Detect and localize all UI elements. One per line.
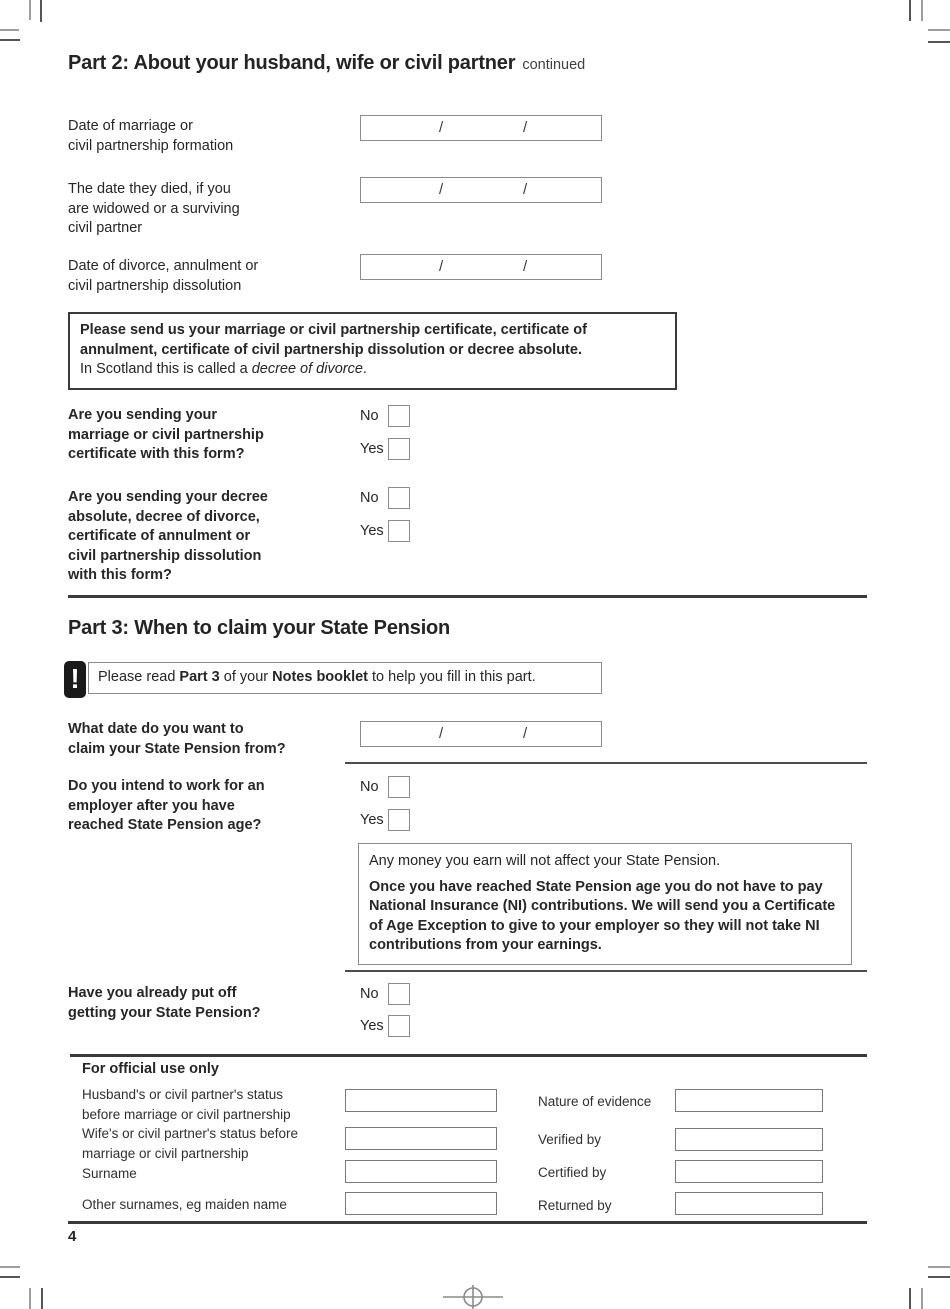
surname-field[interactable] xyxy=(345,1160,497,1183)
no-label: No xyxy=(360,986,379,1002)
date-separator: / xyxy=(439,181,444,198)
crop-mark xyxy=(909,1288,911,1309)
page-number: 4 xyxy=(68,1228,77,1245)
earnings-info-bold: Once you have reached State Pension age you do not have to pay National Insurance (NI) contributions. We will send you a Certificate of Age Exception to give to your employer so they will not take NI contributions from your earnings. xyxy=(369,878,836,953)
deferral-no-checkbox[interactable] xyxy=(388,983,410,1005)
marriage-date-label: Date of marriage or civil partnership formation xyxy=(68,118,234,154)
marriage-date-field[interactable] xyxy=(360,115,602,141)
official-use-title: For official use only xyxy=(82,1061,219,1077)
certificate-notice-box xyxy=(68,312,677,390)
divorce-date-field[interactable] xyxy=(360,254,602,280)
yes-label: Yes xyxy=(360,812,384,828)
decree-yes-checkbox[interactable] xyxy=(388,520,410,542)
no-label: No xyxy=(360,490,379,506)
yes-label: Yes xyxy=(360,523,384,539)
part2-title: Part 2: About your husband, wife or civil partner xyxy=(68,52,516,74)
registration-mark-icon xyxy=(443,1285,503,1309)
verified-by-label: Verified by xyxy=(538,1132,602,1147)
nature-of-evidence-label: Nature of evidence xyxy=(538,1094,652,1109)
no-label: No xyxy=(360,779,379,795)
notes-booklet-reminder: Please read Part 3 of your Notes booklet to help you fill in this part. xyxy=(88,662,602,694)
answer-divider xyxy=(345,970,867,972)
death-date-label: The date they died, if you are widowed or a surviving civil partner xyxy=(68,181,240,236)
wife-status-field[interactable] xyxy=(345,1127,497,1150)
crop-mark xyxy=(928,1266,950,1268)
marriage-cert-no-checkbox[interactable] xyxy=(388,405,410,427)
crop-mark xyxy=(29,1288,31,1309)
certificate-notice-bold: Please send us your marriage or civil partnership certificate, certificate of annulment, certificate of civil partnership dissolution or decree absolute. xyxy=(80,322,587,358)
earnings-info-box xyxy=(358,843,852,965)
crop-mark xyxy=(928,1276,950,1278)
earnings-info-plain: Any money you earn will not affect your State Pension. xyxy=(369,853,721,869)
husband-status-label: Husband's or civil partner's status before marriage or civil partnership xyxy=(82,1087,291,1122)
crop-mark xyxy=(909,0,911,21)
crop-mark xyxy=(0,1276,20,1278)
part2-heading xyxy=(68,52,585,75)
no-label: No xyxy=(360,408,379,424)
wife-status-label: Wife's or civil partner's status before marriage or civil partnership xyxy=(82,1126,298,1161)
yes-label: Yes xyxy=(360,1018,384,1034)
continued-label: continued xyxy=(522,57,586,73)
claim-date-question: What date do you want to claim your State Pension from? xyxy=(68,721,286,757)
decree-question: Are you sending your decree absolute, decree of divorce, certificate of annulment or civil partnership dissolution with this form? xyxy=(68,489,268,583)
work-no-checkbox[interactable] xyxy=(388,776,410,798)
nature-of-evidence-field[interactable] xyxy=(675,1089,823,1112)
returned-by-field[interactable] xyxy=(675,1192,823,1215)
official-use-bottom-rule xyxy=(68,1221,867,1224)
part3-title: Part 3: When to claim your State Pension xyxy=(68,617,451,639)
part3-heading xyxy=(68,617,450,640)
exclamation-icon: ! xyxy=(64,661,86,698)
crop-mark xyxy=(928,41,950,43)
yes-label: Yes xyxy=(360,441,384,457)
crop-mark xyxy=(921,1288,923,1309)
other-surnames-field[interactable] xyxy=(345,1192,497,1215)
date-separator: / xyxy=(523,181,528,198)
surname-label: Surname xyxy=(82,1166,137,1181)
death-date-field[interactable] xyxy=(360,177,602,203)
claim-date-field[interactable] xyxy=(360,721,602,747)
date-separator: / xyxy=(523,119,528,136)
crop-mark xyxy=(0,39,20,41)
answer-divider xyxy=(345,762,867,764)
husband-status-field[interactable] xyxy=(345,1089,497,1112)
decree-no-checkbox[interactable] xyxy=(388,487,410,509)
official-use-top-rule xyxy=(70,1054,867,1057)
date-separator: / xyxy=(439,258,444,275)
certificate-notice-plain: In Scotland this is called a xyxy=(80,361,252,377)
divorce-date-label: Date of divorce, annulment or civil partnership dissolution xyxy=(68,258,259,294)
certified-by-label: Certified by xyxy=(538,1165,607,1180)
certified-by-field[interactable] xyxy=(675,1160,823,1183)
date-separator: / xyxy=(439,725,444,742)
returned-by-label: Returned by xyxy=(538,1198,612,1213)
verified-by-field[interactable] xyxy=(675,1128,823,1151)
marriage-cert-question: Are you sending your marriage or civil partnership certificate with this form? xyxy=(68,407,264,462)
crop-mark xyxy=(0,29,19,31)
crop-mark xyxy=(921,0,923,21)
section-divider xyxy=(68,595,867,598)
crop-mark xyxy=(41,1288,43,1309)
date-separator: / xyxy=(523,725,528,742)
crop-mark xyxy=(928,29,950,31)
date-separator: / xyxy=(523,258,528,275)
crop-mark xyxy=(40,0,42,22)
deferral-yes-checkbox[interactable] xyxy=(388,1015,410,1037)
work-yes-checkbox[interactable] xyxy=(388,809,410,831)
certificate-notice-suffix: . xyxy=(362,361,367,377)
work-after-pension-question: Do you intend to work for an employer after you have reached State Pension age? xyxy=(68,778,265,833)
crop-mark xyxy=(0,1266,20,1268)
marriage-cert-yes-checkbox[interactable] xyxy=(388,438,410,460)
deferral-question: Have you already put off getting your State Pension? xyxy=(68,985,261,1021)
crop-mark xyxy=(29,0,31,20)
certificate-notice-italic: decree of divorce xyxy=(251,361,363,377)
date-separator: / xyxy=(439,119,444,136)
other-surnames-label: Other surnames, eg maiden name xyxy=(82,1197,287,1212)
